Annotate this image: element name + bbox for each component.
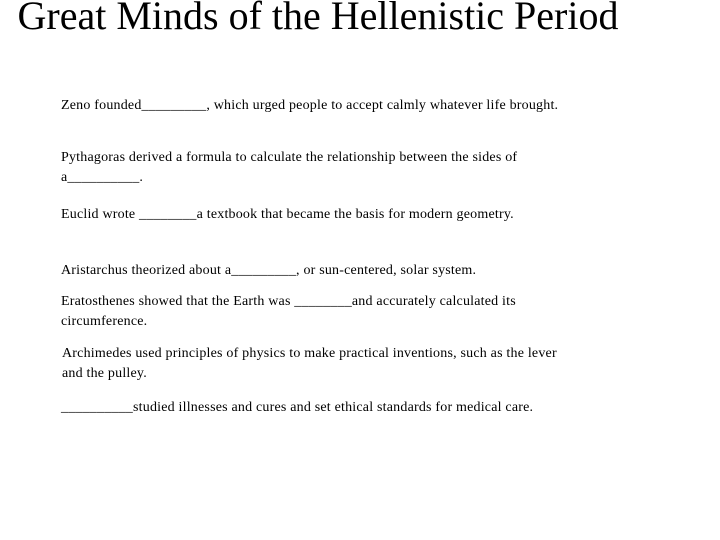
question-zeno: Zeno founded_________, which urged people to accept calmly whatever life brought. [61, 98, 559, 113]
question-aristarchus: Aristarchus theorized about a_________, or sun-centered, solar system. [61, 263, 477, 278]
question-pythagoras: Pythagoras derived a formula to calculate the relationship between the sides of a__________. [61, 150, 518, 185]
question-euclid: Euclid wrote ________a textbook that became the basis for modern geometry. [61, 207, 514, 222]
question-archimedes: Archimedes used principles of physics to make practical inventions, such as the lever and the pulley. [62, 346, 557, 381]
question-hippocrates: __________studied illnesses and cures and set ethical standards for medical care. [61, 400, 534, 415]
question-eratosthenes: Eratosthenes showed that the Earth was ________and accurately calculated its circumference. [61, 294, 516, 329]
slide-title: Great Minds of the Hellenistic Period [17, 0, 619, 38]
